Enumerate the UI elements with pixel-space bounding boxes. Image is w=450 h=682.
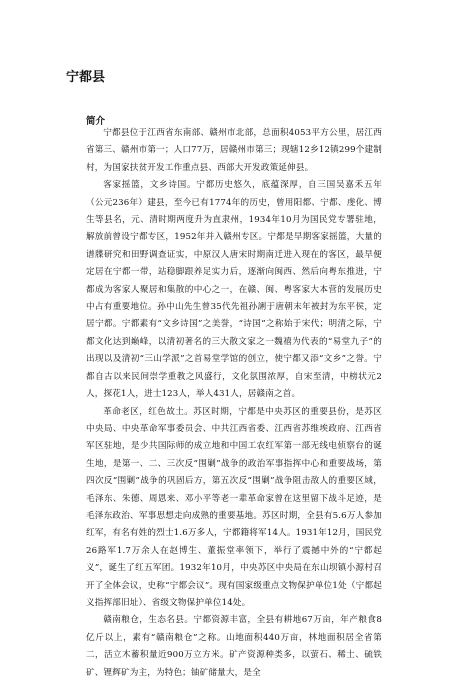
paragraph-revolution: 革命老区，红色故土。苏区时期，宁都是中央苏区的重要县份，是苏区中央局、中央革命军事委员会、中共江西省委、江西省苏维埃政府、江西省军区驻地，是少共国际师的成立地和中国工农红军第一部无线电侦察台的诞生地，是第一、二、三次反“围剿”战争的政治军事指挥中心和重要战场，第四次反“围剿”战争的巩固后方，第五次反“围剿”战争阻击敌人的重要区域，毛泽东、朱德、周恩来、邓小平等老一辈革命家曾在这里留下战斗足迹，是毛泽东政治、军事思想走向成熟的重要基地。苏区时期，全县有5.6万人参加红军，有名有姓的烈士1.6万多人，宁都籍将军14人。1931年12月，国民党26路军1.7万余人在赵博生、董振堂率领下，举行了震撼中外的“宁都起义”，诞生了红五军团。1932年10月，中央苏区中央局在东山坝镇小源村召开了全体会议，史称“宁都会议”。现有国家级重点文物保护单位1处（宁都起义指挥部旧址）、省级文物保护单位14处。: [86, 406, 382, 608]
section-heading: 简介: [86, 116, 106, 127]
paragraph-overview: 宁都县位于江西省东南部、赣州市北部，总面积4053平方公里，居江西省第三、赣州市第一；人口77万，居赣州市第三；现辖12乡12镇299个建制村，为国家扶贫开发工作重点县、西部大开发政策延伸县。: [86, 128, 382, 173]
paragraph-history: 客家摇篮，文乡诗国。宁都历史悠久，底蕴深厚，自三国吴嘉禾五年（公元236年）建县，至今已有1774年的历史，曾用阳都、宁都、虔化、博生等县名，元、清时期两度升为直隶州，1934年10月为国民党专署驻地，解放前曾设宁都专区，1952年并入赣州专区。宁都是早期客家摇篮，大量的谱牒研究和田野调查证实，中原汉人唐宋时期南迁进入现在的客区，最早便定居在宁都一带，站稳脚跟养足实力后，逐渐向闽西、然后向粤东推进，宁都成为客家人聚居和集散的中心之一，在赣、闽、粤客家大本营的发展历史中占有重要地位。孙中山先生曾35代先祖孙誗于唐朝末年被封为东平侯，定居宁都。宁都素有“文乡诗国”之美誉，“诗国”之称始于宋代；明清之际，宁都文化达到巅峰，以清初著名的三大散文家之一魏禧为代表的“易堂九子”的出现以及清初“三山学派”之首易堂学馆的创立，使宁都又添“文乡”之誉。宁都自古以来民间崇学重教之风盛行，文化氛围浓厚，自宋至清，中榜状元2人，探花1人，进士123人，举人431人，居赣南之首。: [86, 180, 382, 400]
paragraph-resources: 赣南粮仓，生态名县。宁都资源丰富，全县有耕地67万亩，年产粮食8亿斤以上，素有“赣南粮仓”之称。山地面积440万亩，林地面积居全省第二，活立木蓄积量近900万立方米。矿产资源种类多，以萤石、稀土、硫铁矿、锂辉矿为主，为特色；铀矿储量大，是全: [86, 615, 382, 678]
document-body: [86, 125, 382, 682]
page-title: 宁都县: [66, 70, 106, 85]
